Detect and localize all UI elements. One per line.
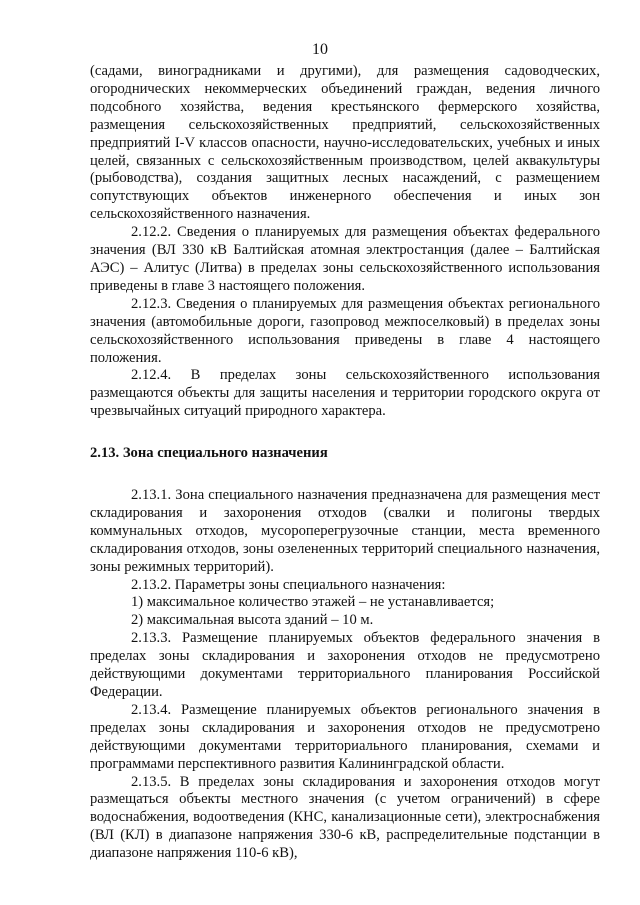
paragraph-continuation: (садами, виноградниками и другими), для размещения садоводческих, огороднических некоммерческих объединений граждан, ведения личного подсобного хозяйства, ведения крестьянского фермерского хозяйства, размещения сельскохозяйственных предприятий, сельскохозяйственных предприятий I-V классов опасности, научно-исследовательских, учебных и иных целей, связанных с сельскохозяйственным производством, целей аквакультуры (рыбоводства), создания защитных лесных насаждений, с размещением сопутствующих объектов инженерного обеспечения и иных зон сельскохозяйственного назначения. [90,63,600,223]
list-item-2: 2) максимальная высота зданий – 10 м. [131,612,374,629]
paragraph-2-12-3: 2.12.3. Сведения о планируемых для размещения объектах регионального значения (автомобильные дороги, газопровод межпоселковый) в пределах зоны сельскохозяйственного использования приведены в главе 4 настоящего положения. [90,295,600,366]
paragraph-2-13-2: 2.13.2. Параметры зоны специального назначения: [131,576,446,593]
paragraph-2-13-4: 2.13.4. Размещение планируемых объектов регионального значения в пределах зоны складирования и захоронения отходов не предусмотрено действующими документами территориального планирования, схемами и программами перспективного развития Калининградской области. [90,701,600,772]
page-number: 10 [312,41,328,58]
paragraph-2-12-4: 2.12.4. В пределах зоны сельскохозяйственного использования размещаются объекты для защиты населения и территории городского округа от чрезвычайных ситуаций природного характера. [90,367,600,420]
paragraph-2-13-5: 2.13.5. В пределах зоны складирования и захоронения отходов могут размещаться объекты местного значения (с учетом ограничений) в сфере водоснабжения, водоотведения (КНС, канализационные сети), электроснабжения (ВЛ (КЛ) в диапазоне напряжения 330-6 кВ, распределительные подстанции в диапазоне напряжения 110-6 кВ), [90,773,600,862]
list-item-1: 1) максимальное количество этажей – не устанавливается; [131,594,495,611]
paragraph-2-12-2: 2.12.2. Сведения о планируемых для размещения объектах федерального значения (ВЛ 330 кВ Балтийская атомная электростанция (далее – Балтийская АЭС) – Алитус (Литва) в пределах зоны сельскохозяйственного использования приведены в главе 3 настоящего положения. [90,224,600,294]
paragraph-2-13-1: 2.13.1. Зона специального назначения предназначена для размещения мест складирования и захоронения отходов (свалки и полигоны твердых коммунальных отходов, мусороперегрузочные станции, места временного складирования отходов, зоны озелененных территорий специального назначения, зоны режимных территорий). [90,487,600,575]
document-body [90,63,600,863]
paragraph-2-13-3: 2.13.3. Размещение планируемых объектов федерального значения в пределах зоны складирования и захоронения отходов не предусмотрено действующими документами территориального планирования Российской Федерации. [90,630,600,700]
section-heading-2-13: 2.13. Зона специального назначения [90,445,328,462]
